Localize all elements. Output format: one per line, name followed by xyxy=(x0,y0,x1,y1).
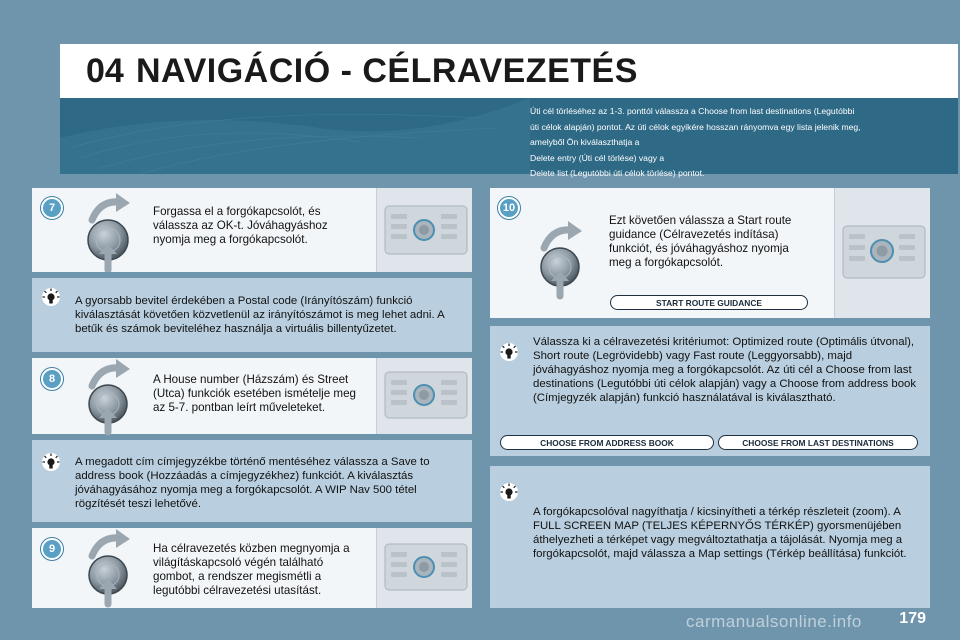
radio-panel-image xyxy=(376,358,472,434)
step-8-badge: 8 xyxy=(41,368,63,390)
step-9-text: Ha célravezetés közben megnyomja a világításkapcsoló végén található gombot, a rendszer megismétli a legutóbbi célravezetési utasítást. xyxy=(153,542,350,597)
step-10-text: Ezt követően válassza a Start route guidance (Célravezetés indítása) funkciót, és jóváhagyáshoz nyomja meg a forgókapcsolót. xyxy=(609,214,792,269)
step-9-badge: 9 xyxy=(41,538,63,560)
chapter-number: 04 xyxy=(86,52,124,90)
lightbulb-icon xyxy=(41,452,61,472)
start-route-guidance-button[interactable]: START ROUTE GUIDANCE xyxy=(610,295,808,310)
intro-text xyxy=(530,104,940,182)
intro-line: Delete entry (Úti cél törlése) vagy a xyxy=(530,152,665,163)
tip-zoom-text: A forgókapcsolóval nagyíthatja / kicsinyítheti a térkép részleteit (zoom). A FULL SCREEN MAP (TELJES KÉPERNYŐS TÉRKÉP) gyorsmenüjében áthelyezheti a térképet vagy megváltoztathatja a tájolását. Nyomja meg a forgókapcsolót, majd válassza a Map settings (Térkép beállítása) funkciót. xyxy=(533,506,907,560)
intro-line: Úti cél törléséhez az 1-3. ponttól válassza a Choose from last destinations (Legutóbbi xyxy=(530,106,855,116)
step-8-text: A House number (Házszám) és Street (Utca) funkciók esetében ismételje meg az 5-7. pontban leírt műveleteket. xyxy=(153,373,356,414)
tip-criteria-text: Válassza ki a célravezetési kritériumot: Optimized route (Optimális útvonal), Short route (Legrövidebb) vagy Fast route (Leggyorsabb), majd jóváhagyáshoz nyomja meg a forgókapcsolót. Az úti cél a Choose from last destinations (Legutóbbi úti célok alapján) vagy a Choose from address book (Címjegyzék alapján) funkció használatával is kiválasztható. xyxy=(533,336,917,404)
intro-line: amelyből Ön kiválaszthatja a xyxy=(530,137,640,148)
rotary-knob-icon xyxy=(78,528,148,608)
lightbulb-icon xyxy=(499,482,519,502)
watermark: carmanualsonline.info xyxy=(686,612,862,631)
tip-postal-text: A gyorsabb bevitel érdekében a Postal code (Irányítószám) funkció kiválasztását követően közvetlenül az irányítószámot is meg lehet adni. A betűk és számok beviteléhez használja a virtuális billentyűzetet. xyxy=(75,295,445,335)
choose-from-last-destinations-button[interactable]: CHOOSE FROM LAST DESTINATIONS xyxy=(718,435,918,450)
lightbulb-icon xyxy=(41,287,61,307)
lightbulb-icon xyxy=(499,342,519,362)
radio-panel-image xyxy=(376,528,472,608)
page-title: NAVIGÁCIÓ - CÉLRAVEZETÉS xyxy=(136,52,638,90)
step-10-badge: 10 xyxy=(498,197,520,219)
intro-line: Delete list (Legutóbbi úti célok törlése) pontot. xyxy=(530,168,705,179)
rotary-knob-icon xyxy=(78,358,148,438)
rotary-knob-icon xyxy=(530,220,600,300)
radio-panel-image xyxy=(834,188,930,318)
step-7-text: Forgassa el a forgókapcsolót, és válassza az OK-t. Jóváhagyáshoz nyomja meg a forgókapcsolót. xyxy=(153,205,328,246)
intro-line: úti célok alapján) pontot. Az úti célok egyikére hosszan rányomva egy lista jelenik meg, xyxy=(530,121,861,132)
choose-from-address-book-button[interactable]: CHOOSE FROM ADDRESS BOOK xyxy=(500,435,714,450)
step-7-badge: 7 xyxy=(41,197,63,219)
page-number: 179 xyxy=(899,610,926,627)
rotary-knob-icon xyxy=(78,192,148,272)
radio-panel-image xyxy=(376,188,472,272)
tip-address-book-text: A megadott cím címjegyzékbe történő mentéséhez válassza a Save to address book (Hozzáadás a címjegyzékhez) funkciót. A kiválasztás jóváhagyásához nyomja meg a forgókapcsolót. A WIP Nav 500 tétel rögzítését teszi lehetővé. xyxy=(75,456,430,510)
